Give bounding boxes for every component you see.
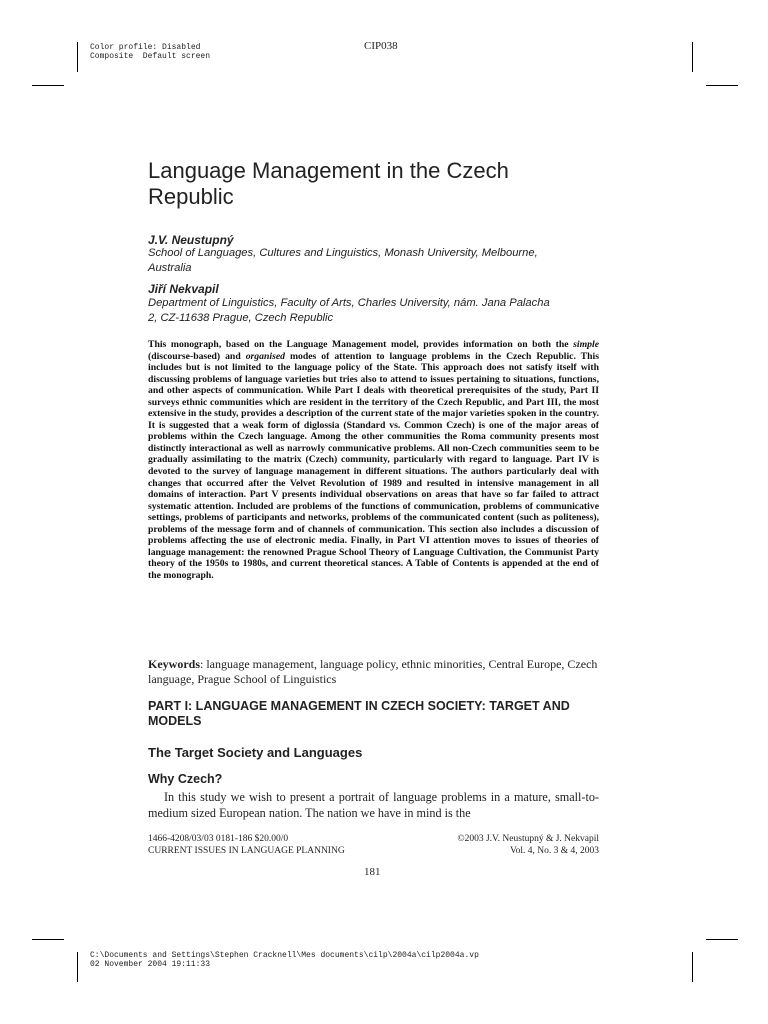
author-name-2: Jiří Nekvapil bbox=[148, 282, 219, 296]
abstract-emph-simple: simple bbox=[573, 339, 599, 350]
abstract-text-3: modes of attention to language problems in the Czech Republic. This includes but is not limited to the language policy of the State. This approach does not satisfy itself with discussing problems of language varieties but tries also to attend to issues pertaining to situations, functions, and other aspects of communication. While Part I deals with theoretical prerequisites of the study, Part II surveys ethnic communities which are resident in the territory of the Czech Republic, and Part III, the most extensive in the study, provides a description of the current state of the major varieties spoken in the country. It is suggested that a weak form of diglossia (Standard vs. Common Czech) is one of the major areas of problems within the Czech language. Among the other communities the Roma community presents most distinctly interactional as well as narrowly communicative problems. All non-Czech communities seem to be gradually assimilating to the matrix (Czech) community, particularly with regard to language. Part IV is devoted to the survey of language management in different situations. The authors particularly deal with changes that occurred after the Velvet Revolution of 1989 and resulted in intensive management in all domains of interaction. Part V presents individual observations on areas that have so far failed to attract systematic attention. Included are problems of the functions of communication, problems of communicative settings, problems of participants and networks, problems of the communicated content (such as politeness), problems of the message form and of channels of communication. This section also includes a discussion of problems affecting the use of electronic media. Finally, in Part VI attention moves to issues of theories of language management: the renowned Prague School Theory of Language Cultivation, the Communist Party theory of the 1950s to 1980s, and current theoretical stances. A Table of Contents is appended at the end of the monograph. bbox=[148, 350, 599, 581]
footer-right bbox=[400, 833, 599, 857]
print-datetime: 02 November 2004 19:11:33 bbox=[90, 960, 211, 969]
file-path: C:\Documents and Settings\Stephen Cracknell\Mes documents\cilp\2004a\cilp2004a.vp bbox=[90, 951, 479, 960]
crop-mark-bottom-left-h bbox=[32, 939, 64, 940]
print-info-bottom bbox=[90, 951, 479, 969]
keywords-text: : language management, language policy, ethnic minorities, Central Europe, Czech language, Prague School of Linguistics bbox=[148, 657, 598, 686]
title-line-1: Language Management in the Czech bbox=[148, 158, 509, 183]
author-affiliation-1 bbox=[148, 246, 608, 276]
abstract bbox=[148, 339, 599, 581]
issn-line: 1466-4208/03/03 0181-186 $20.00/0 bbox=[148, 834, 289, 844]
abstract-text-1: This monograph, based on the Language Management model, provides information on both the bbox=[148, 339, 574, 350]
part-heading: PART I: LANGUAGE MANAGEMENT IN CZECH SOCIETY: TARGET AND MODELS bbox=[148, 699, 570, 728]
crop-mark-bottom-right bbox=[692, 952, 693, 982]
print-info-top bbox=[90, 43, 210, 61]
author-affiliation-2 bbox=[148, 296, 608, 326]
copyright: ©2003 J.V. Neustupný & J. Nekvapil bbox=[457, 834, 599, 844]
abstract-emph-organised: organised bbox=[245, 350, 285, 362]
composite-label: Composite Default screen bbox=[90, 52, 211, 61]
volume-info: Vol. 4, No. 3 & 4, 2003 bbox=[509, 846, 599, 856]
affiliation-1-line-2: Australia bbox=[148, 262, 192, 274]
crop-mark-bottom-left bbox=[77, 952, 78, 982]
title-line-2: Republic bbox=[148, 184, 234, 209]
crop-mark-top-right bbox=[692, 42, 693, 72]
footer-left bbox=[148, 833, 345, 857]
job-id: CIP038 bbox=[364, 40, 398, 52]
affiliation-1-line-1: School of Languages, Cultures and Linguistics, Monash University, Melbourne, bbox=[148, 247, 538, 259]
body-paragraph: In this study we wish to present a portrait of language problems in a mature, small-to-medium sized European nation. The nation we have in mind is the bbox=[148, 790, 599, 820]
journal-name: CURRENT ISSUES IN LANGUAGE PLANNING bbox=[148, 846, 345, 856]
color-profile-label: Color profile: Disabled bbox=[90, 43, 201, 52]
keywords-label: Keywords bbox=[148, 657, 200, 671]
article-title bbox=[148, 158, 618, 210]
affiliation-2-line-1: Department of Linguistics, Faculty of Arts, Charles University, nám. Jana Palacha bbox=[148, 297, 550, 309]
page-number: 181 bbox=[364, 866, 381, 878]
abstract-text-2: (discourse-based) and bbox=[148, 350, 246, 362]
crop-mark-top-left bbox=[77, 42, 78, 72]
crop-mark-bottom-right-h bbox=[706, 939, 738, 940]
affiliation-2-line-2: 2, CZ-11638 Prague, Czech Republic bbox=[148, 312, 334, 324]
subsection-heading: Why Czech? bbox=[148, 772, 223, 786]
author-name-1: J.V. Neustupný bbox=[148, 233, 234, 247]
crop-mark-top-right-h bbox=[706, 85, 738, 86]
section-heading: The Target Society and Languages bbox=[148, 745, 363, 760]
crop-mark-top-left-h bbox=[32, 85, 64, 86]
keywords bbox=[148, 657, 600, 687]
